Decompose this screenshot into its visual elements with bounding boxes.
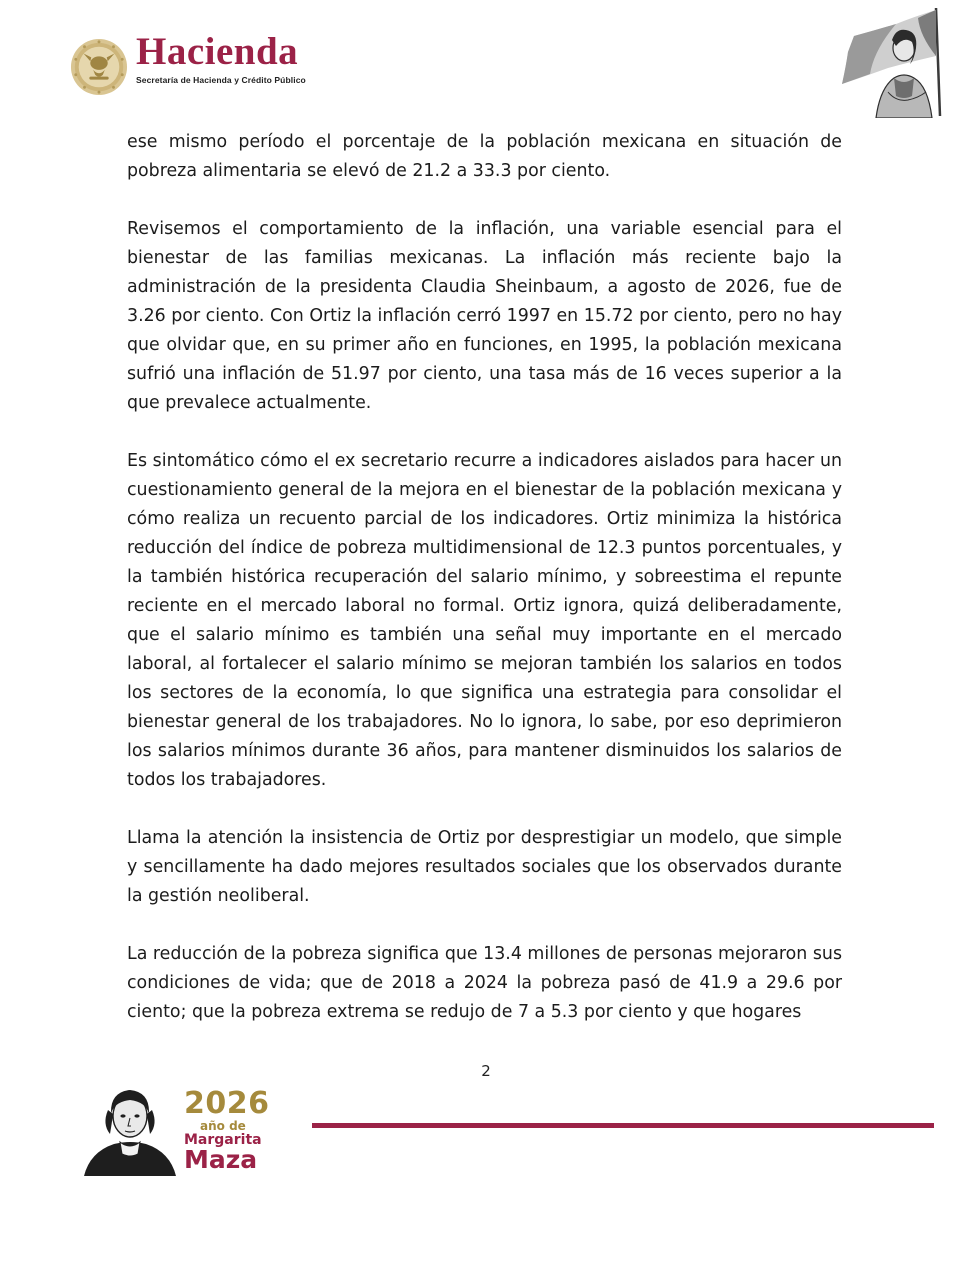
footer-divider: [312, 1123, 934, 1128]
document-body: [127, 128, 842, 1027]
honoree-first-name: Margarita: [184, 1132, 262, 1148]
coat-of-arms-seal-icon: [70, 38, 128, 96]
honoree-last-name: Maza: [184, 1145, 258, 1174]
paragraph: ese mismo período el porcentaje de la población mexicana en situación de pobreza alimentaria se elevó de 21.2 a 33.3 por ciento.: [127, 132, 842, 181]
paragraph: Es sintomático cómo el ex secretario recurre a indicadores aislados para hacer un cuestionamiento general de la mejora en el bienestar de la población mexicana y cómo realiza un recuento parcial de los indicadores. Ortiz minimiza la histórica reducción del índice de pobreza multidimensional de 12.3 puntos porcentuales, y la también histórica recuperación del salario mínimo, y sobreestima el repunte reciente en el mercado laboral no formal. Ortiz ignora, quizá deliberadamente, que el salario mínimo es también una señal muy importante en el mercado laboral, al fortalecer el salario mínimo se mejoran también los salarios en todos los sectores de la economía, lo que significa una estrategia para consolidar el bienestar general de los trabajadores. No lo ignora, lo sabe, por eso deprimieron los salarios mínimos durante 36 años, para mantener disminuidos los salarios de todos los trabajadores.: [127, 451, 842, 790]
page-number: 2: [481, 1062, 491, 1080]
brand-subtitle: Secretaría de Hacienda y Crédito Público: [136, 75, 306, 85]
year-label: 2026: [184, 1086, 270, 1121]
paragraph: Llama la atención la insistencia de Ortiz por desprestigiar un modelo, que simple y sencillamente ha dado mejores resultados sociales que los observados durante la gestión neoliberal.: [127, 828, 842, 906]
year-of-margarita-maza-logo: [184, 1088, 274, 1173]
heroine-with-flag-icon: [836, 6, 948, 118]
paragraph: La reducción de la pobreza significa que 13.4 millones de personas mejoraron sus condiciones de vida; que de 2018 a 2024 la pobreza pasó de 41.9 a 29.6 por ciento; que la pobreza extrema se redujo de 7 a 5.3 por ciento y que hogares: [127, 944, 842, 1022]
margarita-maza-portrait-icon: [80, 1080, 180, 1176]
year-sublabel: año de: [200, 1119, 246, 1133]
page-header: [0, 0, 970, 120]
paragraph: Revisemos el comportamiento de la inflación, una variable esencial para el bienestar de las familias mexicanas. La inflación más reciente bajo la administración de la presidenta Claudia Sheinbaum, a agosto de 2026, fue de 3.26 por ciento. Con Ortiz la inflación cerró 1997 en 15.72 por ciento, pero no hay que olvidar que, en su primer año en funciones, en 1995, la población mexicana sufrió una inflación de 51.97 por ciento, una tasa más de 16 veces superior a la que prevalece actualmente.: [127, 219, 842, 413]
brand-block: [136, 30, 306, 85]
brand-title: Hacienda: [136, 30, 299, 73]
